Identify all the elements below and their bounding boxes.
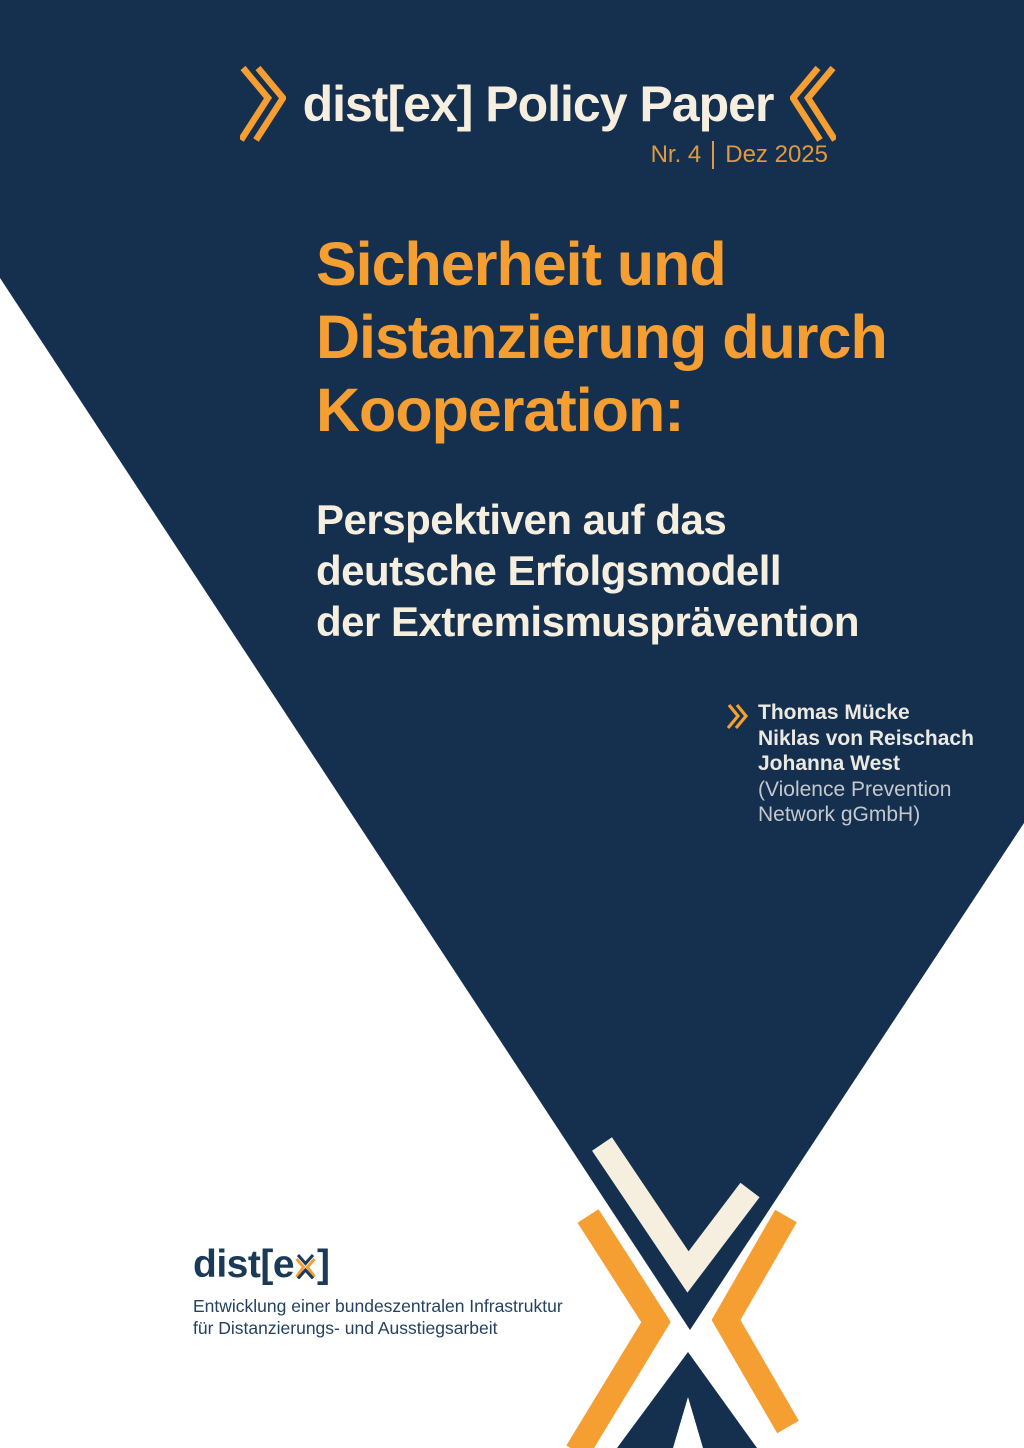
- subtitle-line-1: Perspektiven auf das: [316, 496, 727, 543]
- author-name-3: Johanna West: [758, 752, 900, 775]
- issue-date-divider: [712, 141, 714, 169]
- main-title-line-3: Kooperation:: [316, 376, 684, 444]
- footer-logo: [193, 1243, 563, 1339]
- subtitle-line-3: der Extremismusprävention: [316, 598, 860, 645]
- author-affiliation-line-1: (Violence Prevention: [758, 777, 952, 801]
- main-title-line-2: Distanzierung durch: [316, 303, 887, 371]
- issue-number: Nr. 4: [650, 141, 702, 168]
- tagline-line-2: für Distanzierungs- und Ausstiegsarbeit: [193, 1317, 498, 1338]
- main-title: [316, 228, 887, 447]
- distex-x-glyph-icon: [295, 1254, 316, 1279]
- header-chevron-left-icon: [790, 65, 836, 143]
- tagline: [193, 1296, 563, 1339]
- subtitle-line-2: deutsche Erfolgsmodell: [316, 547, 782, 594]
- tagline-line-1: Entwicklung einer bundeszentralen Infrastruktur: [193, 1296, 563, 1316]
- brand-title: dist[ex] Policy Paper: [302, 76, 774, 132]
- distex-wordmark: [193, 1243, 563, 1287]
- author-name-2: Niklas von Reischach: [758, 726, 974, 750]
- subtitle: [316, 494, 859, 647]
- wordmark-prefix: dist[e: [193, 1243, 295, 1286]
- authors-block: [727, 700, 974, 828]
- header-chevron-right-icon: [240, 65, 286, 143]
- issue-date: Dez 2025: [725, 141, 828, 168]
- header: [26, 64, 1024, 144]
- issue-line: [651, 141, 828, 169]
- main-title-line-1: Sicherheit und: [316, 230, 726, 298]
- author-chevron-icon: [727, 703, 749, 730]
- author-name-1: Thomas Mücke: [758, 701, 910, 724]
- wordmark-suffix: ]: [317, 1243, 330, 1286]
- author-affiliation-line-2: Network gGmbH): [758, 803, 921, 826]
